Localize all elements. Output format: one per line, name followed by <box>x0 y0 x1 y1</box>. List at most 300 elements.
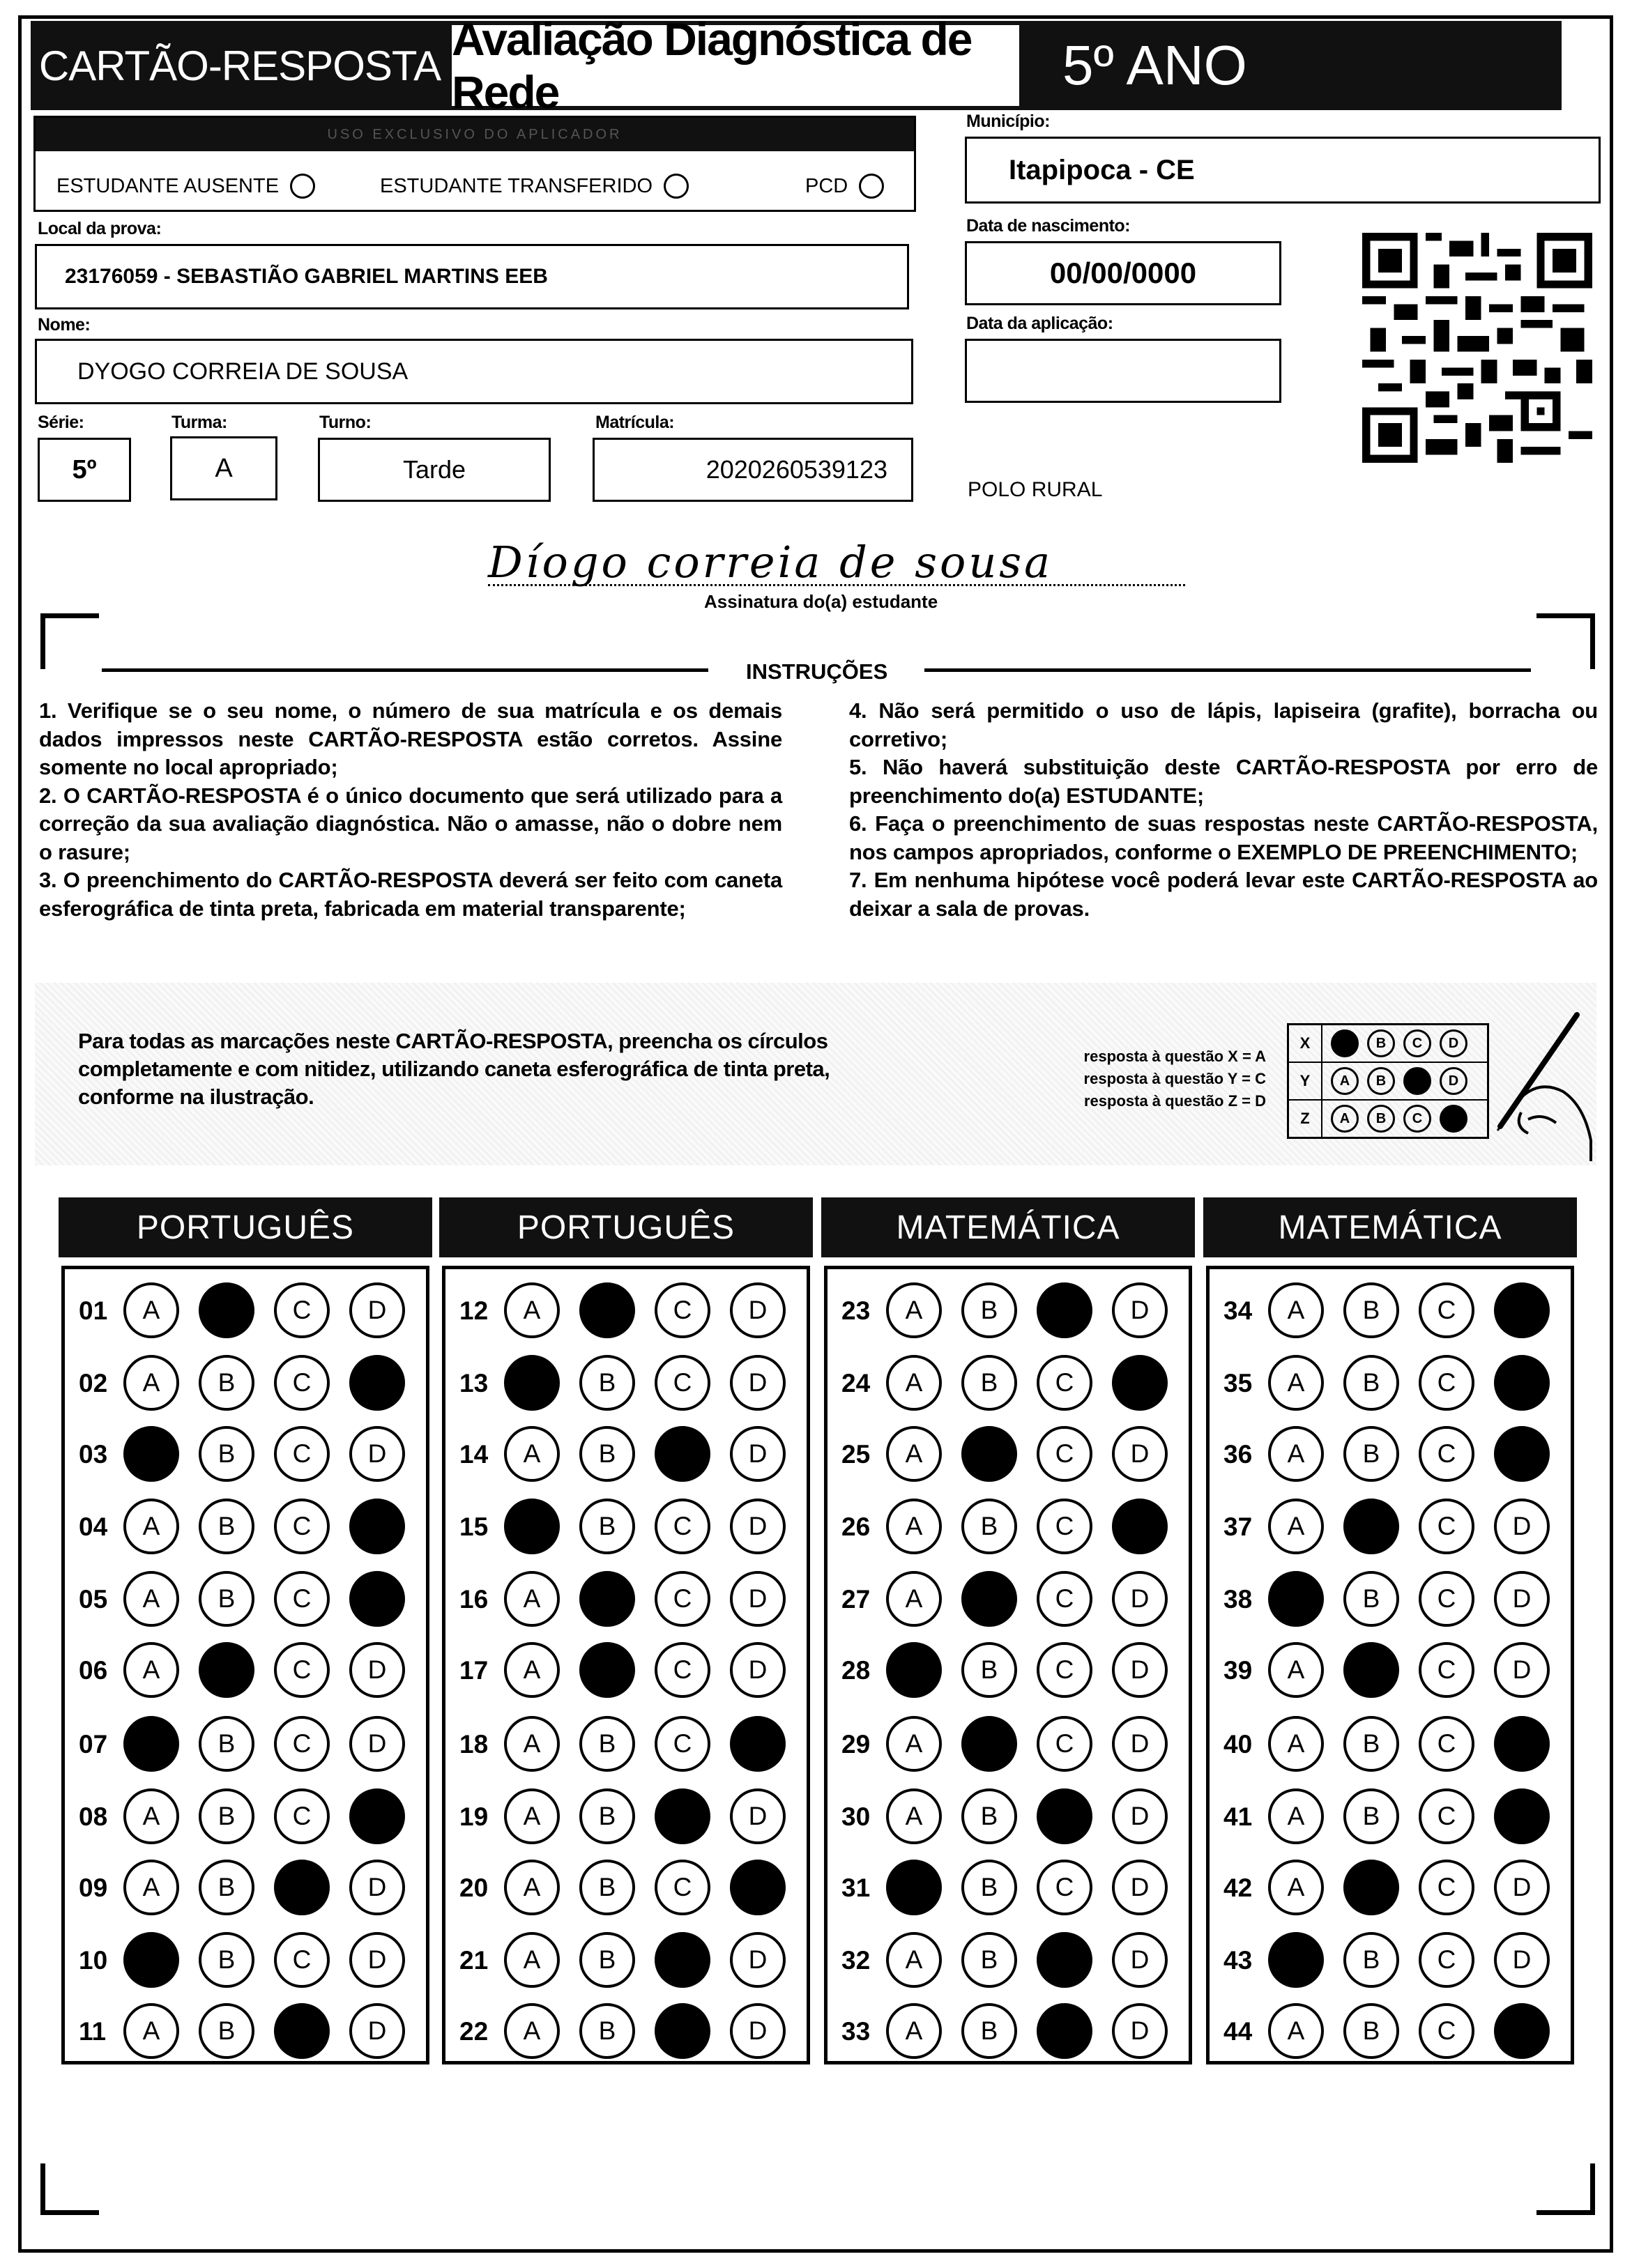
bubble-7-a[interactable] <box>123 1716 179 1772</box>
bubble-44-a[interactable]: A <box>1268 2003 1324 2059</box>
question-row-29 <box>828 1716 1189 1779</box>
bubble-13-c[interactable]: C <box>655 1355 710 1411</box>
question-number: 10 <box>79 1946 108 1975</box>
question-number: 44 <box>1223 2017 1253 2046</box>
bubble-13-a[interactable] <box>504 1355 560 1411</box>
example-bubble-a: A <box>1331 1105 1359 1133</box>
example-bubble-d: D <box>1440 1067 1467 1095</box>
bubble-41-c[interactable]: C <box>1419 1788 1474 1844</box>
bubble-18-a[interactable]: A <box>504 1716 560 1772</box>
bubble-20-d[interactable] <box>730 1860 786 1915</box>
turma-value: A <box>215 453 233 483</box>
bubble-27-c[interactable]: C <box>1037 1571 1092 1627</box>
bubble-23-c[interactable] <box>1037 1282 1092 1338</box>
bubble-42-a[interactable]: A <box>1268 1860 1324 1915</box>
bubble-43-c[interactable]: C <box>1419 1932 1474 1988</box>
bubble-36-b[interactable]: B <box>1343 1426 1399 1482</box>
bubble-39-a[interactable]: A <box>1268 1642 1324 1698</box>
bubble-18-d[interactable] <box>730 1716 786 1772</box>
applicator-box <box>33 116 916 212</box>
question-number: 33 <box>841 2017 871 2046</box>
bubble-30-a[interactable]: A <box>886 1788 942 1844</box>
bubble-22-a[interactable]: A <box>504 2003 560 2059</box>
answer-grid-4 <box>1206 1266 1574 2064</box>
example-bubble-a: A <box>1331 1067 1359 1095</box>
bubble-34-a[interactable]: A <box>1268 1282 1324 1338</box>
bubble-12-d[interactable]: D <box>730 1282 786 1338</box>
bubble-25-d[interactable]: D <box>1112 1426 1168 1482</box>
answer-grid-3 <box>824 1266 1192 2064</box>
bubble-35-c[interactable]: C <box>1419 1355 1474 1411</box>
question-row-25 <box>828 1426 1189 1489</box>
bubble-36-d[interactable] <box>1494 1426 1550 1482</box>
bubble-23-a[interactable]: A <box>886 1282 942 1338</box>
question-row-8 <box>65 1788 426 1851</box>
bubble-24-d[interactable] <box>1112 1355 1168 1411</box>
example-table <box>1287 1023 1489 1139</box>
pcd-bubble[interactable] <box>859 174 884 199</box>
bubble-12-b[interactable] <box>579 1282 635 1338</box>
bubble-29-c[interactable]: C <box>1037 1716 1092 1772</box>
bubble-30-b[interactable]: B <box>961 1788 1017 1844</box>
question-row-36 <box>1210 1426 1571 1489</box>
bubble-37-c[interactable]: C <box>1419 1499 1474 1554</box>
question-number: 14 <box>459 1440 489 1469</box>
bubble-10-c[interactable]: C <box>274 1932 330 1988</box>
bubble-44-c[interactable]: C <box>1419 2003 1474 2059</box>
corner-mark-bottom-right <box>1536 2210 1595 2215</box>
aplicacao-label: Data da aplicação: <box>966 314 1113 333</box>
question-number: 25 <box>841 1440 871 1469</box>
bubble-14-b[interactable]: B <box>579 1426 635 1482</box>
bubble-2-d[interactable] <box>349 1355 405 1411</box>
bubble-43-b[interactable]: B <box>1343 1932 1399 1988</box>
bubble-20-a[interactable]: A <box>504 1860 560 1915</box>
bubble-18-b[interactable]: B <box>579 1716 635 1772</box>
applicator-bar: USO EXCLUSIVO DO APLICADOR <box>36 118 914 151</box>
bubble-8-b[interactable]: B <box>199 1788 254 1844</box>
serie-field <box>38 438 131 502</box>
bubble-3-d[interactable]: D <box>349 1426 405 1482</box>
serie-value: 5º <box>72 454 97 484</box>
question-number: 43 <box>1223 1946 1253 1975</box>
question-row-3 <box>65 1426 426 1489</box>
bubble-6-c[interactable]: C <box>274 1642 330 1698</box>
question-number: 08 <box>79 1802 108 1831</box>
polo-label: POLO RURAL <box>968 478 1103 501</box>
bubble-2-a[interactable]: A <box>123 1355 179 1411</box>
bubble-5-c[interactable]: C <box>274 1571 330 1627</box>
bubble-11-c[interactable] <box>274 2003 330 2059</box>
bubble-40-c[interactable]: C <box>1419 1716 1474 1772</box>
turno-field <box>318 438 551 502</box>
question-number: 05 <box>79 1585 108 1614</box>
nascimento-label: Data de nascimento: <box>966 216 1131 236</box>
bubble-2-b[interactable]: B <box>199 1355 254 1411</box>
bubble-43-a[interactable] <box>1268 1932 1324 1988</box>
question-row-28 <box>828 1642 1189 1705</box>
question-number: 34 <box>1223 1296 1253 1325</box>
bubble-25-a[interactable]: A <box>886 1426 942 1482</box>
bubble-4-b[interactable]: B <box>199 1499 254 1554</box>
bubble-8-a[interactable]: A <box>123 1788 179 1844</box>
example-bubble-a: A <box>1331 1029 1359 1057</box>
bubble-6-a[interactable]: A <box>123 1642 179 1698</box>
bubble-29-b[interactable] <box>961 1716 1017 1772</box>
bubble-3-c[interactable]: C <box>274 1426 330 1482</box>
bubble-27-a[interactable]: A <box>886 1571 942 1627</box>
bubble-6-d[interactable]: D <box>349 1642 405 1698</box>
bubble-31-a[interactable] <box>886 1860 942 1915</box>
question-row-17 <box>445 1642 807 1705</box>
example-row-key: Y <box>1289 1063 1322 1099</box>
bubble-34-c[interactable]: C <box>1419 1282 1474 1338</box>
turno-value: Tarde <box>402 455 466 484</box>
question-number: 40 <box>1223 1730 1253 1759</box>
bubble-34-d[interactable] <box>1494 1282 1550 1338</box>
question-number: 29 <box>841 1730 871 1759</box>
question-row-23 <box>828 1282 1189 1345</box>
bubble-32-c[interactable] <box>1037 1932 1092 1988</box>
question-row-10 <box>65 1932 426 1995</box>
bubble-12-c[interactable]: C <box>655 1282 710 1338</box>
instructions-rule-right <box>924 668 1531 672</box>
bubble-37-d[interactable]: D <box>1494 1499 1550 1554</box>
bubble-5-b[interactable]: B <box>199 1571 254 1627</box>
transferred-option[interactable] <box>380 174 689 199</box>
student-signature: Díogo correia de sousa <box>488 537 1053 588</box>
bubble-43-d[interactable]: D <box>1494 1932 1550 1988</box>
bubble-19-d[interactable]: D <box>730 1788 786 1844</box>
bubble-19-c[interactable] <box>655 1788 710 1844</box>
section-header-4: MATEMÁTICA <box>1203 1197 1577 1257</box>
bubble-24-c[interactable]: C <box>1037 1355 1092 1411</box>
bubble-20-b[interactable]: B <box>579 1860 635 1915</box>
bubble-1-b[interactable] <box>199 1282 254 1338</box>
bubble-11-d[interactable]: D <box>349 2003 405 2059</box>
bubble-20-c[interactable]: C <box>655 1860 710 1915</box>
bubble-16-b[interactable] <box>579 1571 635 1627</box>
bubble-13-b[interactable]: B <box>579 1355 635 1411</box>
question-row-16 <box>445 1571 807 1634</box>
bubble-7-d[interactable]: D <box>349 1716 405 1772</box>
bubble-10-d[interactable]: D <box>349 1932 405 1988</box>
question-number: 39 <box>1223 1656 1253 1685</box>
bubble-9-b[interactable]: B <box>199 1860 254 1915</box>
local-label: Local da prova: <box>38 219 162 238</box>
bubble-44-b[interactable]: B <box>1343 2003 1399 2059</box>
bubble-41-b[interactable]: B <box>1343 1788 1399 1844</box>
question-number: 15 <box>459 1512 489 1541</box>
pcd-label: PCD <box>805 174 848 197</box>
bubble-9-d[interactable]: D <box>349 1860 405 1915</box>
bubble-41-d[interactable] <box>1494 1788 1550 1844</box>
municipio-field <box>965 137 1601 204</box>
bubble-6-b[interactable] <box>199 1642 254 1698</box>
question-number: 30 <box>841 1802 871 1831</box>
serie-label: Série: <box>38 413 84 432</box>
bubble-37-a[interactable]: A <box>1268 1499 1324 1554</box>
bubble-39-c[interactable]: C <box>1419 1642 1474 1698</box>
question-number: 22 <box>459 2017 489 2046</box>
bubble-31-d[interactable]: D <box>1112 1860 1168 1915</box>
question-row-2 <box>65 1355 426 1418</box>
bubble-14-c[interactable] <box>655 1426 710 1482</box>
example-bubble-b: B <box>1367 1029 1395 1057</box>
bubble-15-c[interactable]: C <box>655 1499 710 1554</box>
instructions-left-column <box>39 697 782 923</box>
question-number: 18 <box>459 1730 489 1759</box>
bubble-37-b[interactable] <box>1343 1499 1399 1554</box>
grade-title: 5º ANO <box>1062 34 1247 96</box>
bubble-22-d[interactable]: D <box>730 2003 786 2059</box>
bubble-11-a[interactable]: A <box>123 2003 179 2059</box>
bubble-25-c[interactable]: C <box>1037 1426 1092 1482</box>
bubble-22-b[interactable]: B <box>579 2003 635 2059</box>
bubble-1-a[interactable]: A <box>123 1282 179 1338</box>
bubble-38-c[interactable]: C <box>1419 1571 1474 1627</box>
bubble-24-a[interactable]: A <box>886 1355 942 1411</box>
bubble-14-a[interactable]: A <box>504 1426 560 1482</box>
question-row-35 <box>1210 1355 1571 1418</box>
question-number: 36 <box>1223 1440 1253 1469</box>
turma-label: Turma: <box>171 413 227 432</box>
bubble-19-a[interactable]: A <box>504 1788 560 1844</box>
question-row-9 <box>65 1860 426 1922</box>
question-row-32 <box>828 1932 1189 1995</box>
bubble-30-d[interactable]: D <box>1112 1788 1168 1844</box>
question-number: 09 <box>79 1874 108 1902</box>
absent-label: ESTUDANTE AUSENTE <box>56 174 280 197</box>
question-row-42 <box>1210 1860 1571 1922</box>
bubble-14-d[interactable]: D <box>730 1426 786 1482</box>
bubble-34-b[interactable]: B <box>1343 1282 1399 1338</box>
bubble-31-c[interactable]: C <box>1037 1860 1092 1915</box>
example-bubble-b: B <box>1367 1105 1395 1133</box>
bubble-26-b[interactable]: B <box>961 1499 1017 1554</box>
municipio-value: Itapipoca - CE <box>1009 154 1195 185</box>
bubble-21-a[interactable]: A <box>504 1932 560 1988</box>
bubble-17-d[interactable]: D <box>730 1642 786 1698</box>
bubble-16-a[interactable]: A <box>504 1571 560 1627</box>
section-header-3: MATEMÁTICA <box>821 1197 1195 1257</box>
question-row-26 <box>828 1499 1189 1561</box>
bubble-1-c[interactable]: C <box>274 1282 330 1338</box>
question-row-1 <box>65 1282 426 1345</box>
instruction-2: 2. O CARTÃO-RESPOSTA é o único documento que será utilizado para a correção da sua avaliação diagnóstica. Não o amasse, não o dobre nem o rasure; <box>39 783 782 864</box>
bubble-28-c[interactable]: C <box>1037 1642 1092 1698</box>
local-value: 23176059 - SEBASTIÃO GABRIEL MARTINS EEB <box>65 265 548 288</box>
bubble-17-a[interactable]: A <box>504 1642 560 1698</box>
bubble-17-b[interactable] <box>579 1642 635 1698</box>
bubble-9-c[interactable] <box>274 1860 330 1915</box>
bubble-5-d[interactable] <box>349 1571 405 1627</box>
local-field <box>35 244 909 309</box>
aplicacao-field[interactable] <box>965 339 1281 403</box>
bubble-26-a[interactable]: A <box>886 1499 942 1554</box>
question-row-40 <box>1210 1716 1571 1779</box>
bubble-23-d[interactable]: D <box>1112 1282 1168 1338</box>
bubble-25-b[interactable] <box>961 1426 1017 1482</box>
bubble-39-b[interactable] <box>1343 1642 1399 1698</box>
bubble-4-a[interactable]: A <box>123 1499 179 1554</box>
question-row-12 <box>445 1282 807 1345</box>
transferred-bubble[interactable] <box>664 174 689 199</box>
bubble-42-c[interactable]: C <box>1419 1860 1474 1915</box>
example-text: Para todas as marcações neste CARTÃO-RESPOSTA, preencha os círculos completamente e com nitidez, utilizando caneta esferográfica de tinta preta, conforme na ilustração. <box>78 1029 830 1109</box>
question-row-5 <box>65 1571 426 1634</box>
bubble-35-b[interactable]: B <box>1343 1355 1399 1411</box>
question-number: 17 <box>459 1656 489 1685</box>
bubble-40-b[interactable]: B <box>1343 1716 1399 1772</box>
instruction-5: 5. Não haverá substituição deste CARTÃO-RESPOSTA por erro de preenchimento do(a) ESTUDANTE; <box>849 755 1598 808</box>
question-row-22 <box>445 2003 807 2066</box>
bubble-11-b[interactable]: B <box>199 2003 254 2059</box>
bubble-3-a[interactable] <box>123 1426 179 1482</box>
bubble-8-c[interactable]: C <box>274 1788 330 1844</box>
bubble-21-c[interactable] <box>655 1932 710 1988</box>
bubble-10-a[interactable] <box>123 1932 179 1988</box>
question-row-27 <box>828 1571 1189 1634</box>
example-line-x: resposta à questão X = A <box>1083 1048 1266 1065</box>
question-number: 06 <box>79 1656 108 1685</box>
bubble-21-d[interactable]: D <box>730 1932 786 1988</box>
bubble-40-a[interactable]: A <box>1268 1716 1324 1772</box>
bubble-24-b[interactable]: B <box>961 1355 1017 1411</box>
bubble-36-a[interactable]: A <box>1268 1426 1324 1482</box>
question-number: 11 <box>79 2017 107 2046</box>
bubble-42-d[interactable]: D <box>1494 1860 1550 1915</box>
example-row-key: X <box>1289 1025 1322 1062</box>
bubble-33-b[interactable]: B <box>961 2003 1017 2059</box>
bubble-42-b[interactable] <box>1343 1860 1399 1915</box>
bubble-27-d[interactable]: D <box>1112 1571 1168 1627</box>
bubble-26-d[interactable] <box>1112 1499 1168 1554</box>
bubble-38-a[interactable] <box>1268 1571 1324 1627</box>
bubble-38-b[interactable]: B <box>1343 1571 1399 1627</box>
example-bubble-c: C <box>1403 1105 1431 1133</box>
answer-grid-1 <box>61 1266 429 2064</box>
question-number: 07 <box>79 1730 108 1759</box>
bubble-33-a[interactable]: A <box>886 2003 942 2059</box>
corner-mark-bottom-left-v <box>40 2163 45 2215</box>
question-number: 32 <box>841 1946 871 1975</box>
example-legend <box>1029 1045 1266 1112</box>
bubble-15-b[interactable]: B <box>579 1499 635 1554</box>
nascimento-value: 00/00/0000 <box>1049 256 1197 289</box>
bubble-7-b[interactable]: B <box>199 1716 254 1772</box>
signature-label: Assinatura do(a) estudante <box>704 591 938 612</box>
bubble-40-d[interactable] <box>1494 1716 1550 1772</box>
bubble-17-c[interactable]: C <box>655 1642 710 1698</box>
bubble-33-d[interactable]: D <box>1112 2003 1168 2059</box>
absent-option[interactable] <box>56 174 315 199</box>
bubble-22-c[interactable] <box>655 2003 710 2059</box>
bubble-15-a[interactable] <box>504 1499 560 1554</box>
absent-bubble[interactable] <box>290 174 315 199</box>
bubble-36-c[interactable]: C <box>1419 1426 1474 1482</box>
bubble-15-d[interactable]: D <box>730 1499 786 1554</box>
question-row-38 <box>1210 1571 1571 1634</box>
question-number: 01 <box>79 1296 108 1325</box>
bubble-16-c[interactable]: C <box>655 1571 710 1627</box>
bubble-9-a[interactable]: A <box>123 1860 179 1915</box>
bubble-1-d[interactable]: D <box>349 1282 405 1338</box>
corner-mark-bottom-right-v <box>1590 2163 1595 2215</box>
bubble-21-b[interactable]: B <box>579 1932 635 1988</box>
question-number: 20 <box>459 1874 489 1902</box>
example-row-x <box>1289 1025 1487 1063</box>
bubble-41-a[interactable]: A <box>1268 1788 1324 1844</box>
bubble-30-c[interactable] <box>1037 1788 1092 1844</box>
bubble-27-b[interactable] <box>961 1571 1017 1627</box>
bubble-38-d[interactable]: D <box>1494 1571 1550 1627</box>
bubble-32-d[interactable]: D <box>1112 1932 1168 1988</box>
bubble-19-b[interactable]: B <box>579 1788 635 1844</box>
bubble-4-d[interactable] <box>349 1499 405 1554</box>
bubble-23-b[interactable]: B <box>961 1282 1017 1338</box>
question-number: 03 <box>79 1440 108 1469</box>
bubble-28-a[interactable] <box>886 1642 942 1698</box>
bubble-31-b[interactable]: B <box>961 1860 1017 1915</box>
bubble-29-d[interactable]: D <box>1112 1716 1168 1772</box>
question-number: 42 <box>1223 1874 1253 1902</box>
bubble-4-c[interactable]: C <box>274 1499 330 1554</box>
qr-code <box>1362 233 1592 463</box>
bubble-10-b[interactable]: B <box>199 1932 254 1988</box>
bubble-5-a[interactable]: A <box>123 1571 179 1627</box>
bubble-16-d[interactable]: D <box>730 1571 786 1627</box>
bubble-28-b[interactable]: B <box>961 1642 1017 1698</box>
bubble-35-a[interactable]: A <box>1268 1355 1324 1411</box>
bubble-32-a[interactable]: A <box>886 1932 942 1988</box>
question-row-41 <box>1210 1788 1571 1851</box>
question-row-39 <box>1210 1642 1571 1705</box>
section-header-2: PORTUGUÊS <box>439 1197 813 1257</box>
question-number: 13 <box>459 1369 489 1397</box>
bubble-33-c[interactable] <box>1037 2003 1092 2059</box>
hand-pen-icon <box>1472 1001 1598 1161</box>
bubble-8-d[interactable] <box>349 1788 405 1844</box>
question-row-33 <box>828 2003 1189 2066</box>
bubble-32-b[interactable]: B <box>961 1932 1017 1988</box>
turno-label: Turno: <box>319 413 372 432</box>
nome-field <box>35 339 913 404</box>
matricula-value: 2020260539123 <box>706 455 887 484</box>
question-row-11 <box>65 2003 426 2066</box>
bubble-13-d[interactable]: D <box>730 1355 786 1411</box>
bubble-18-c[interactable]: C <box>655 1716 710 1772</box>
bubble-39-d[interactable]: D <box>1494 1642 1550 1698</box>
bubble-28-d[interactable]: D <box>1112 1642 1168 1698</box>
instruction-1: 1. Verifique se o seu nome, o número de sua matrícula e os demais dados impressos neste CARTÃO-RESPOSTA estão corretos. Assine somente no local apropriado; <box>39 698 782 779</box>
bubble-3-b[interactable]: B <box>199 1426 254 1482</box>
bubble-44-d[interactable] <box>1494 2003 1550 2059</box>
section-header-1: PORTUGUÊS <box>59 1197 432 1257</box>
example-bubble-d: D <box>1440 1029 1467 1057</box>
question-row-20 <box>445 1860 807 1922</box>
example-bubble-c: C <box>1403 1067 1431 1095</box>
bubble-7-c[interactable]: C <box>274 1716 330 1772</box>
example-bubble-d: D <box>1440 1105 1467 1133</box>
instructions-right-column <box>849 697 1598 923</box>
bubble-26-c[interactable]: C <box>1037 1499 1092 1554</box>
bubble-35-d[interactable] <box>1494 1355 1550 1411</box>
pcd-option[interactable] <box>805 174 884 199</box>
bubble-2-c[interactable]: C <box>274 1355 330 1411</box>
bubble-29-a[interactable]: A <box>886 1716 942 1772</box>
bubble-12-a[interactable]: A <box>504 1282 560 1338</box>
